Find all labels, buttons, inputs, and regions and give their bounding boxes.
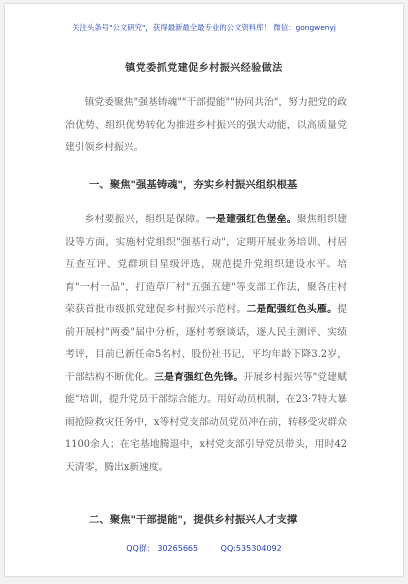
- footer-qq-group: QQ群： 30265665: [126, 544, 199, 553]
- footer-qq-number: QQ:535304092: [220, 544, 282, 553]
- point-2-label: 二是配强红色头雁。: [246, 304, 338, 315]
- section-heading-2: 二、聚焦"干部提能"，提供乡村振兴人才支撑: [89, 514, 298, 526]
- point-2-text: 提前开展村"两委"届中分析，逐村考察谈话，逐人民主测评、实绩考评，目前已新任命5名村、股份社书记，平均年龄下降3.2岁，干部结构不断优化。: [65, 304, 348, 383]
- section1-paragraph: [65, 209, 347, 479]
- point-3-text: 开展乡村振兴等"党建赋能"培训，提升党员干部综合能力。用好动员机制，在23·7特大暴雨抢险救灾任务中，x等村党支部动员党员冲在前，转移受灾群众1100余人；在宅基地腾退中，x村党支部引导党员带头，用时42天清零，腾出x新速度。: [65, 371, 348, 473]
- footer-contact: [5, 543, 403, 554]
- intro-paragraph: 镇党委聚焦"强基铸魂""干部提能""协同共治"，努力把党的政治优势、组织优势转化为推进乡村振兴的强大动能，以高质量党建引领乡村振兴。: [65, 97, 347, 153]
- section-heading-1: 一、聚焦"强基铸魂"，夯实乡村振兴组织根基: [89, 179, 298, 191]
- point-1-text: 聚焦组织建设等方面，实施村党组织"强基行动"，定期开展业务培训、村居互查互评、党群项目星级评选，规范提升党组织建设水平。培育"一村一品"，打造草厂村"五强五建"等支部工作法，聚各庄村荣获首批市级抓党建促乡村振兴示范村。: [65, 214, 348, 315]
- section1-intro-text: 乡村要振兴，组织是保障。: [84, 214, 206, 225]
- point-1-label: 一是建强红色堡垒。: [205, 214, 297, 225]
- header-banner: 关注头条号"公文研究"，获得最新最全最专业的公文资料库！ 微信：gongwenyj: [72, 23, 336, 32]
- point-3-label: 三是育强红色先锋。: [154, 371, 244, 383]
- document-title: 镇党委抓党建促乡村振兴经验做法: [125, 63, 283, 74]
- document-page: [5, 4, 403, 576]
